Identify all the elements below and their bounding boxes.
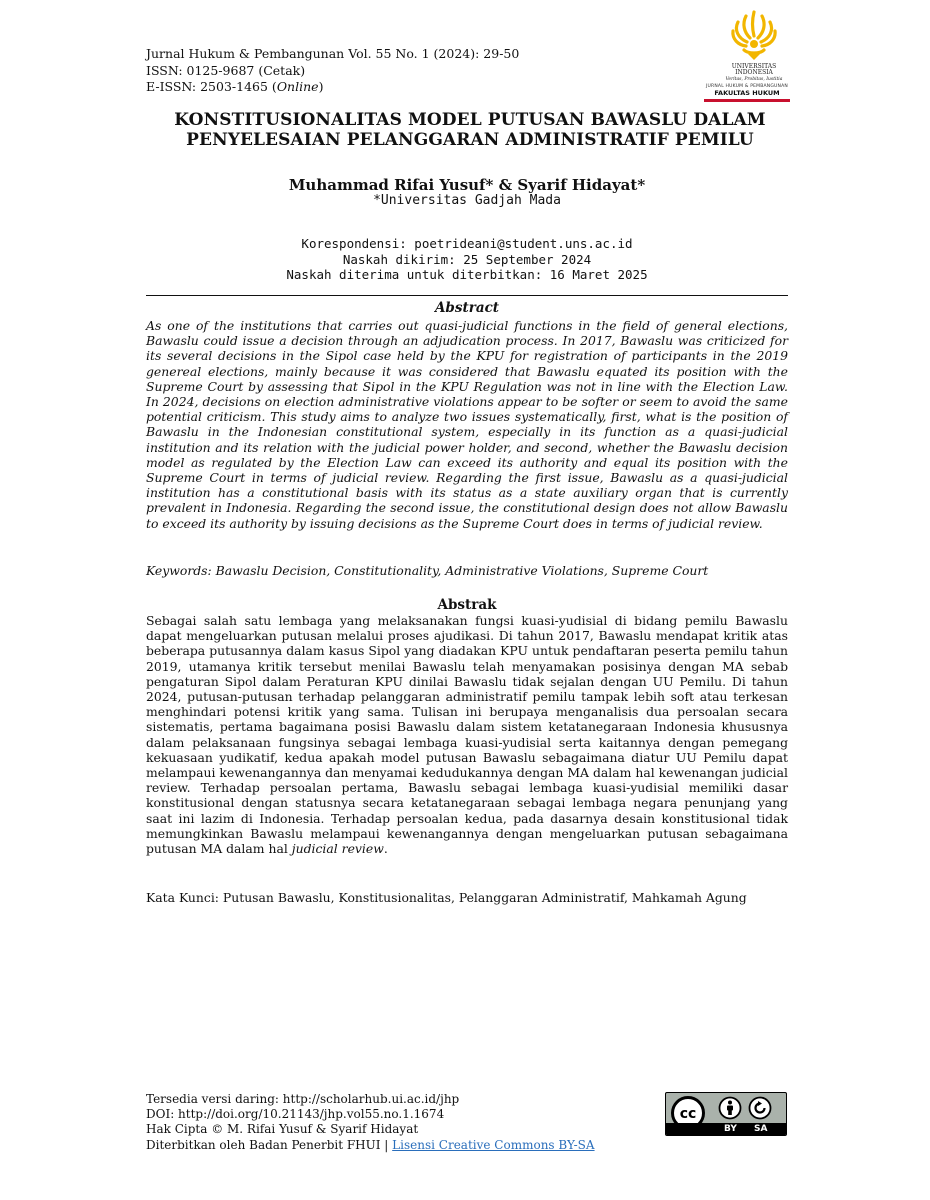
svg-text:cc: cc [679,1106,697,1122]
authors: Muhammad Rifai Yusuf* & Syarif Hidayat* [288,176,646,194]
title-line1: KONSTITUSIONALITAS MODEL PUTUSAN BAWASLU DALAM [174,110,766,130]
divider [146,295,788,296]
issn-print: ISSN: 0125-9687 (Cetak) [146,62,306,78]
accent-bar [704,99,790,102]
eissn-line: E-ISSN: 2503-1465 (Online) [146,79,324,94]
logo-line2: INDONESIA [735,69,773,76]
makara-emblem-icon [714,6,794,62]
logo-motto: Veritas, Probitas, Iustitia [725,77,783,82]
jhp-label: JURNAL HUKUM & PEMBANGUNAN [706,84,788,89]
cc-sa-label: SA [754,1124,768,1134]
abstrak-heading: Abstrak [437,597,497,613]
affiliation: *Universitas Gadjah Mada [373,193,561,208]
correspondence [146,236,788,283]
license-link[interactable]: Lisensi Creative Commons BY-SA [392,1137,595,1152]
faculty-badge [704,84,790,102]
abstract-body: As one of the institutions that carries out quasi-judicial functions in the field of general elections, Bawaslu could issue a decision through an adjudication process. In 2017, Bawaslu was criticized for its several decisions in the Sipol case held by the KPU for registration of participants in the 2019 genereal elections, mainly because it was considered that Bawaslu equated its position with the Supreme Court by assessing that Sipol in the KPU Regulation was not in line with the Election Law. In 2024, decisions on election administrative violations appear to be softer or seem to avoid the same potential criticism. This study aims to analyze two issues systematically, first, what is the position of Bawaslu in the Indonesian constitutional system, especially in its function as a quasi-judicial institution and its relation with the judicial power holder, and second, whether the Bawaslu decision model as regulated by the Election Law can exceed its authority and equal its position with the Supreme Court in terms of judicial review. Regarding the first issue, Bawaslu as a quasi-judicial institution has a constitutional basis with its status as a state auxiliary organ that is currently prevalent in Indonesia. Regarding the second issue, the constitutional design does not allow Bawaslu to exceed its authority by issuing decisions as the Supreme Court does in terms of judicial review. [146,318,788,531]
attribution-icon [718,1096,742,1120]
online-link[interactable]: Tersedia versi daring: http://scholarhub.ui.ac.id/jhp [146,1092,460,1106]
article-title [120,110,820,150]
journal-meta [146,46,519,96]
abstract-heading: Abstract [434,300,500,316]
keywords: Keywords: Bawaslu Decision, Constitutionality, Administrative Violations, Supreme Court [146,563,709,578]
kata-kunci: Kata Kunci: Putusan Bawaslu, Konstitusionalitas, Pelanggaran Administratif, Mahkamah Agung [146,890,747,905]
abstrak-body: Sebagai salah satu lembaga yang melaksanakan fungsi kuasi-yudisial di bidang pemilu Bawaslu dapat mengeluarkan putusan melalui proses ajudikasi. Di tahun 2017, Bawaslu mendapat kritik atas beberapa putusannya dalam kasus Sipol yang diadakan KPU untuk pendaftaran peserta pemilu tahun 2019, utamanya kritik tersebut menilai Bawaslu telah menyamakan posisinya dengan MA sebab pengaturan Sipol dalam Peraturan KPU dinilai Bawaslu tidak sejalan dengan UU Pemilu. Di tahun 2024, putusan-putusan terhadap pelanggaran administratif pemilu tampak lebih soft atau terkesan menghindari potensi kritik yang sama. Tulisan ini berupaya menganalisis dua persoalan secara sistematis, pertama bagaimana posisi Bawaslu dalam sistem ketatanegaraan Indonesia khususnya dalam pelaksanaan fungsinya sebagai lembaga kuasi-yudisial serta kaitannya dengan pemegang kekuasaan yudikatif, kedua apakah model putusan Bawaslu sebagaimana diatur UU Pemilu dapat melampaui kewenangannya dan menyamai kedudukannya dengan MA dalam hal kewenangan judicial review. Terhadap persoalan pertama, Bawaslu sebagai lembaga kuasi-yudisial memiliki dasar konstitusional dengan statusnya secara ketatanegaraan sebagai lembaga negara penunjang yang saat ini lazim di Indonesia. Terhadap persoalan kedua, pada dasarnya desain konstitusional tidak memungkinkan Bawaslu melampaui kewenangannya dengan mengeluarkan putusan sebagaimana putusan MA dalam hal judicial review. [146,613,788,857]
submitted-date: Naskah dikirim: 25 September 2024 [342,251,592,267]
copyright: Hak Cipta © M. Rifai Yusuf & Syarif Hidayat [146,1122,419,1137]
footer [146,1092,595,1153]
accepted-date: Naskah diterima untuk diterbitkan: 16 Maret 2025 [286,267,648,282]
email-line: Korespondensi: poetrideani@student.uns.ac.id [301,236,633,251]
publisher-line: Diterbitkan oleh Badan Penerbit FHUI | Lisensi Creative Commons BY-SA [146,1137,595,1152]
share-alike-icon [748,1096,772,1120]
logo-line1: UNIVERSITAS [731,63,777,70]
title-line2: PENYELESAIAN PELANGGARAN ADMINISTRATIF PEMILU [186,130,754,150]
faculty-label: FAKULTAS HUKUM [714,89,780,97]
journal-line: Jurnal Hukum & Pembangunan Vol. 55 No. 1 (2024): 29-50 [146,46,520,61]
cc-by-label: BY [724,1124,737,1134]
cc-license-badge[interactable] [665,1092,787,1136]
doi-link[interactable]: DOI: http://doi.org/10.21143/jhp.vol55.no.1.1674 [146,1107,445,1122]
